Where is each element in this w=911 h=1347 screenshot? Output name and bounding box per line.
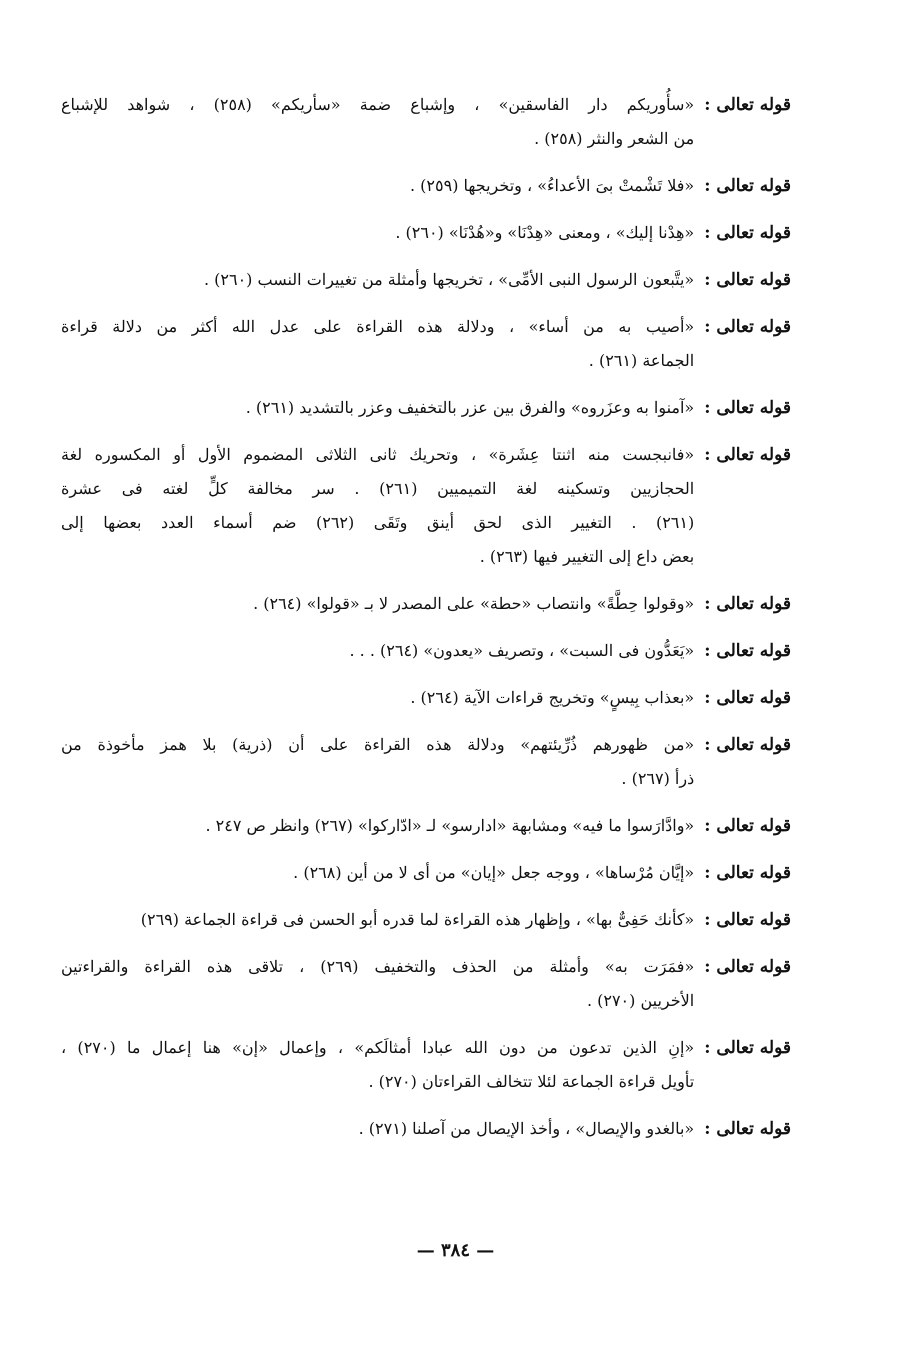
entry-line: «إنِ الذين تدعون من دون الله عبادا أمثالَكم» ، وإعمال «إن» هنا إعمال ما (٢٧٠) ،	[61, 1038, 695, 1057]
entry-line: «أصيب به من أساء» ، ودلالة هذه القراءة على عدل الله أكثر من دلالة قراءة	[61, 317, 695, 336]
entry-text	[61, 391, 694, 425]
entry-text	[61, 950, 694, 1018]
entry-label: قوله تعالى :	[704, 223, 791, 243]
entry-line: «هِدْنا إليك» ، ومعنى «هِدْنَا» و«هُدْنَا» (٢٦٠) .	[395, 223, 695, 242]
entry-line: «يَعَدُّون فى السبت» ، وتصريف «يعدون» (٢٦٤) . . .	[349, 641, 695, 660]
entry-label: قوله تعالى :	[704, 641, 791, 661]
entry-line: (٢٦١) . التغيير الذى لحق أينق وتَقَى (٢٦٢) ضم أسماء العدد بعضها إلى	[61, 513, 695, 532]
entry-text	[61, 634, 694, 668]
entry-text	[61, 88, 694, 156]
entry-label: قوله تعالى :	[704, 735, 791, 755]
entry-line: «من ظهورهم ذُرِّيئتهم» ودلالة هذه القراءة على أن (ذرية) بلا همز مأخوذة من	[61, 735, 695, 754]
entry-line: تأويل قراءة الجماعة لئلا تتخالف القراءتان (٢٧٠) .	[368, 1072, 695, 1091]
index-entry	[61, 587, 791, 621]
entry-line: «كأنك حَفِىٌّ بها» ، وإظهار هذه القراءة لما قدره أبو الحسن فى قراءة الجماعة (٢٦٩)	[140, 910, 695, 929]
entry-label: قوله تعالى :	[704, 1119, 791, 1139]
index-entry	[61, 310, 791, 378]
index-entry	[61, 903, 791, 937]
entry-label: قوله تعالى :	[704, 176, 791, 196]
entry-line: «آمنوا به وعزَروه» والفرق بين عزر بالتخفيف وعزر بالتشديد (٢٦١) .	[245, 398, 695, 417]
entry-text	[61, 1112, 694, 1146]
index-entry	[61, 438, 791, 574]
entry-line: «فمَرَت به» وأمثلة من الحذف والتخفيف (٢٦٩) ، تلاقى هذه القراءة والقراءتين	[61, 957, 695, 976]
index-entry	[61, 634, 791, 668]
index-entry	[61, 391, 791, 425]
entry-line: بعض داع إلى التغيير فيها (٢٦٣) .	[479, 547, 695, 566]
entry-text	[61, 809, 694, 843]
entry-text	[61, 728, 694, 796]
entry-line: «سأُوريكم دار الفاسقين» ، وإشباع ضمة «سأريكم» (٢٥٨) ، شواهد للإشباع	[61, 95, 695, 114]
index-page	[61, 88, 791, 1159]
entry-label: قوله تعالى :	[704, 594, 791, 614]
entry-line: «يتَّبعون الرسول النبى الأمِّى» ، تخريجها وأمثلة من تغييرات النسب (٢٦٠) .	[203, 270, 695, 289]
entry-line: «بالغدو والإيصال» ، وأخذ الإيصال من آصلنا (٢٧١) .	[358, 1119, 695, 1138]
entry-label: قوله تعالى :	[704, 816, 791, 836]
index-entry	[61, 169, 791, 203]
entry-label: قوله تعالى :	[704, 910, 791, 930]
entry-line: الجماعة (٢٦١) .	[588, 351, 695, 370]
entry-text	[61, 438, 694, 574]
entry-line: من الشعر والنثر (٢٥٨) .	[534, 129, 695, 148]
entry-line: «وادَّارَسوا ما فيه» ومشابهة «ادارسو» لـ «ادّاركوا» (٢٦٧) وانظر ص ٢٤٧ .	[205, 816, 695, 835]
entry-label: قوله تعالى :	[704, 270, 791, 290]
entry-text	[61, 587, 694, 621]
entry-text	[61, 1031, 694, 1099]
entry-text	[61, 856, 694, 890]
entry-label: قوله تعالى :	[704, 445, 791, 465]
entry-label: قوله تعالى :	[704, 95, 791, 115]
entry-text	[61, 263, 694, 297]
entry-label: قوله تعالى :	[704, 317, 791, 337]
index-entry	[61, 216, 791, 250]
index-entry	[61, 88, 791, 156]
entry-text	[61, 169, 694, 203]
entry-text	[61, 310, 694, 378]
entry-text	[61, 903, 694, 937]
entry-label: قوله تعالى :	[704, 1038, 791, 1058]
index-entry	[61, 856, 791, 890]
index-entry	[61, 809, 791, 843]
index-entry	[61, 728, 791, 796]
entry-line: «وقولوا حِطَّةً» وانتصاب «حطة» على المصدر لا بـ «قولوا» (٢٦٤) .	[253, 594, 695, 613]
entry-line: الحجازيين وتسكينه لغة التميميين (٢٦١) . سر مخالفة كلٍّ لغته فى عشرة	[61, 479, 695, 498]
index-entry	[61, 1031, 791, 1099]
index-entry	[61, 263, 791, 297]
entry-line: «فانبجست منه اثنتا عِشَرة» ، وتحريك ثانى الثلاثى المضموم الأول أو المكسوره لغة	[61, 445, 695, 464]
entry-line: «فلا تَشْمتْ بىَ الأعداءُ» ، وتخريجها (٢٥٩) .	[409, 176, 695, 195]
entry-text	[61, 216, 694, 250]
entry-label: قوله تعالى :	[704, 398, 791, 418]
index-entry	[61, 950, 791, 1018]
entry-line: «بعذاب بِيسٍ» وتخريج قراءات الآية (٢٦٤) .	[410, 688, 695, 707]
index-entry	[61, 1112, 791, 1146]
entry-label: قوله تعالى :	[704, 957, 791, 977]
entry-line: ذرأ (٢٦٧) .	[621, 769, 695, 788]
index-entry	[61, 681, 791, 715]
page-number: — ٣٨٤ —	[416, 1240, 495, 1261]
entry-line: الأخريين (٢٧٠) .	[586, 991, 695, 1010]
entry-label: قوله تعالى :	[704, 688, 791, 708]
entry-label: قوله تعالى :	[704, 863, 791, 883]
entry-text	[61, 681, 694, 715]
entry-line: «إيَّان مُرْساها» ، ووجه جعل «إيان» من أى لا من أين (٢٦٨) .	[293, 863, 695, 882]
